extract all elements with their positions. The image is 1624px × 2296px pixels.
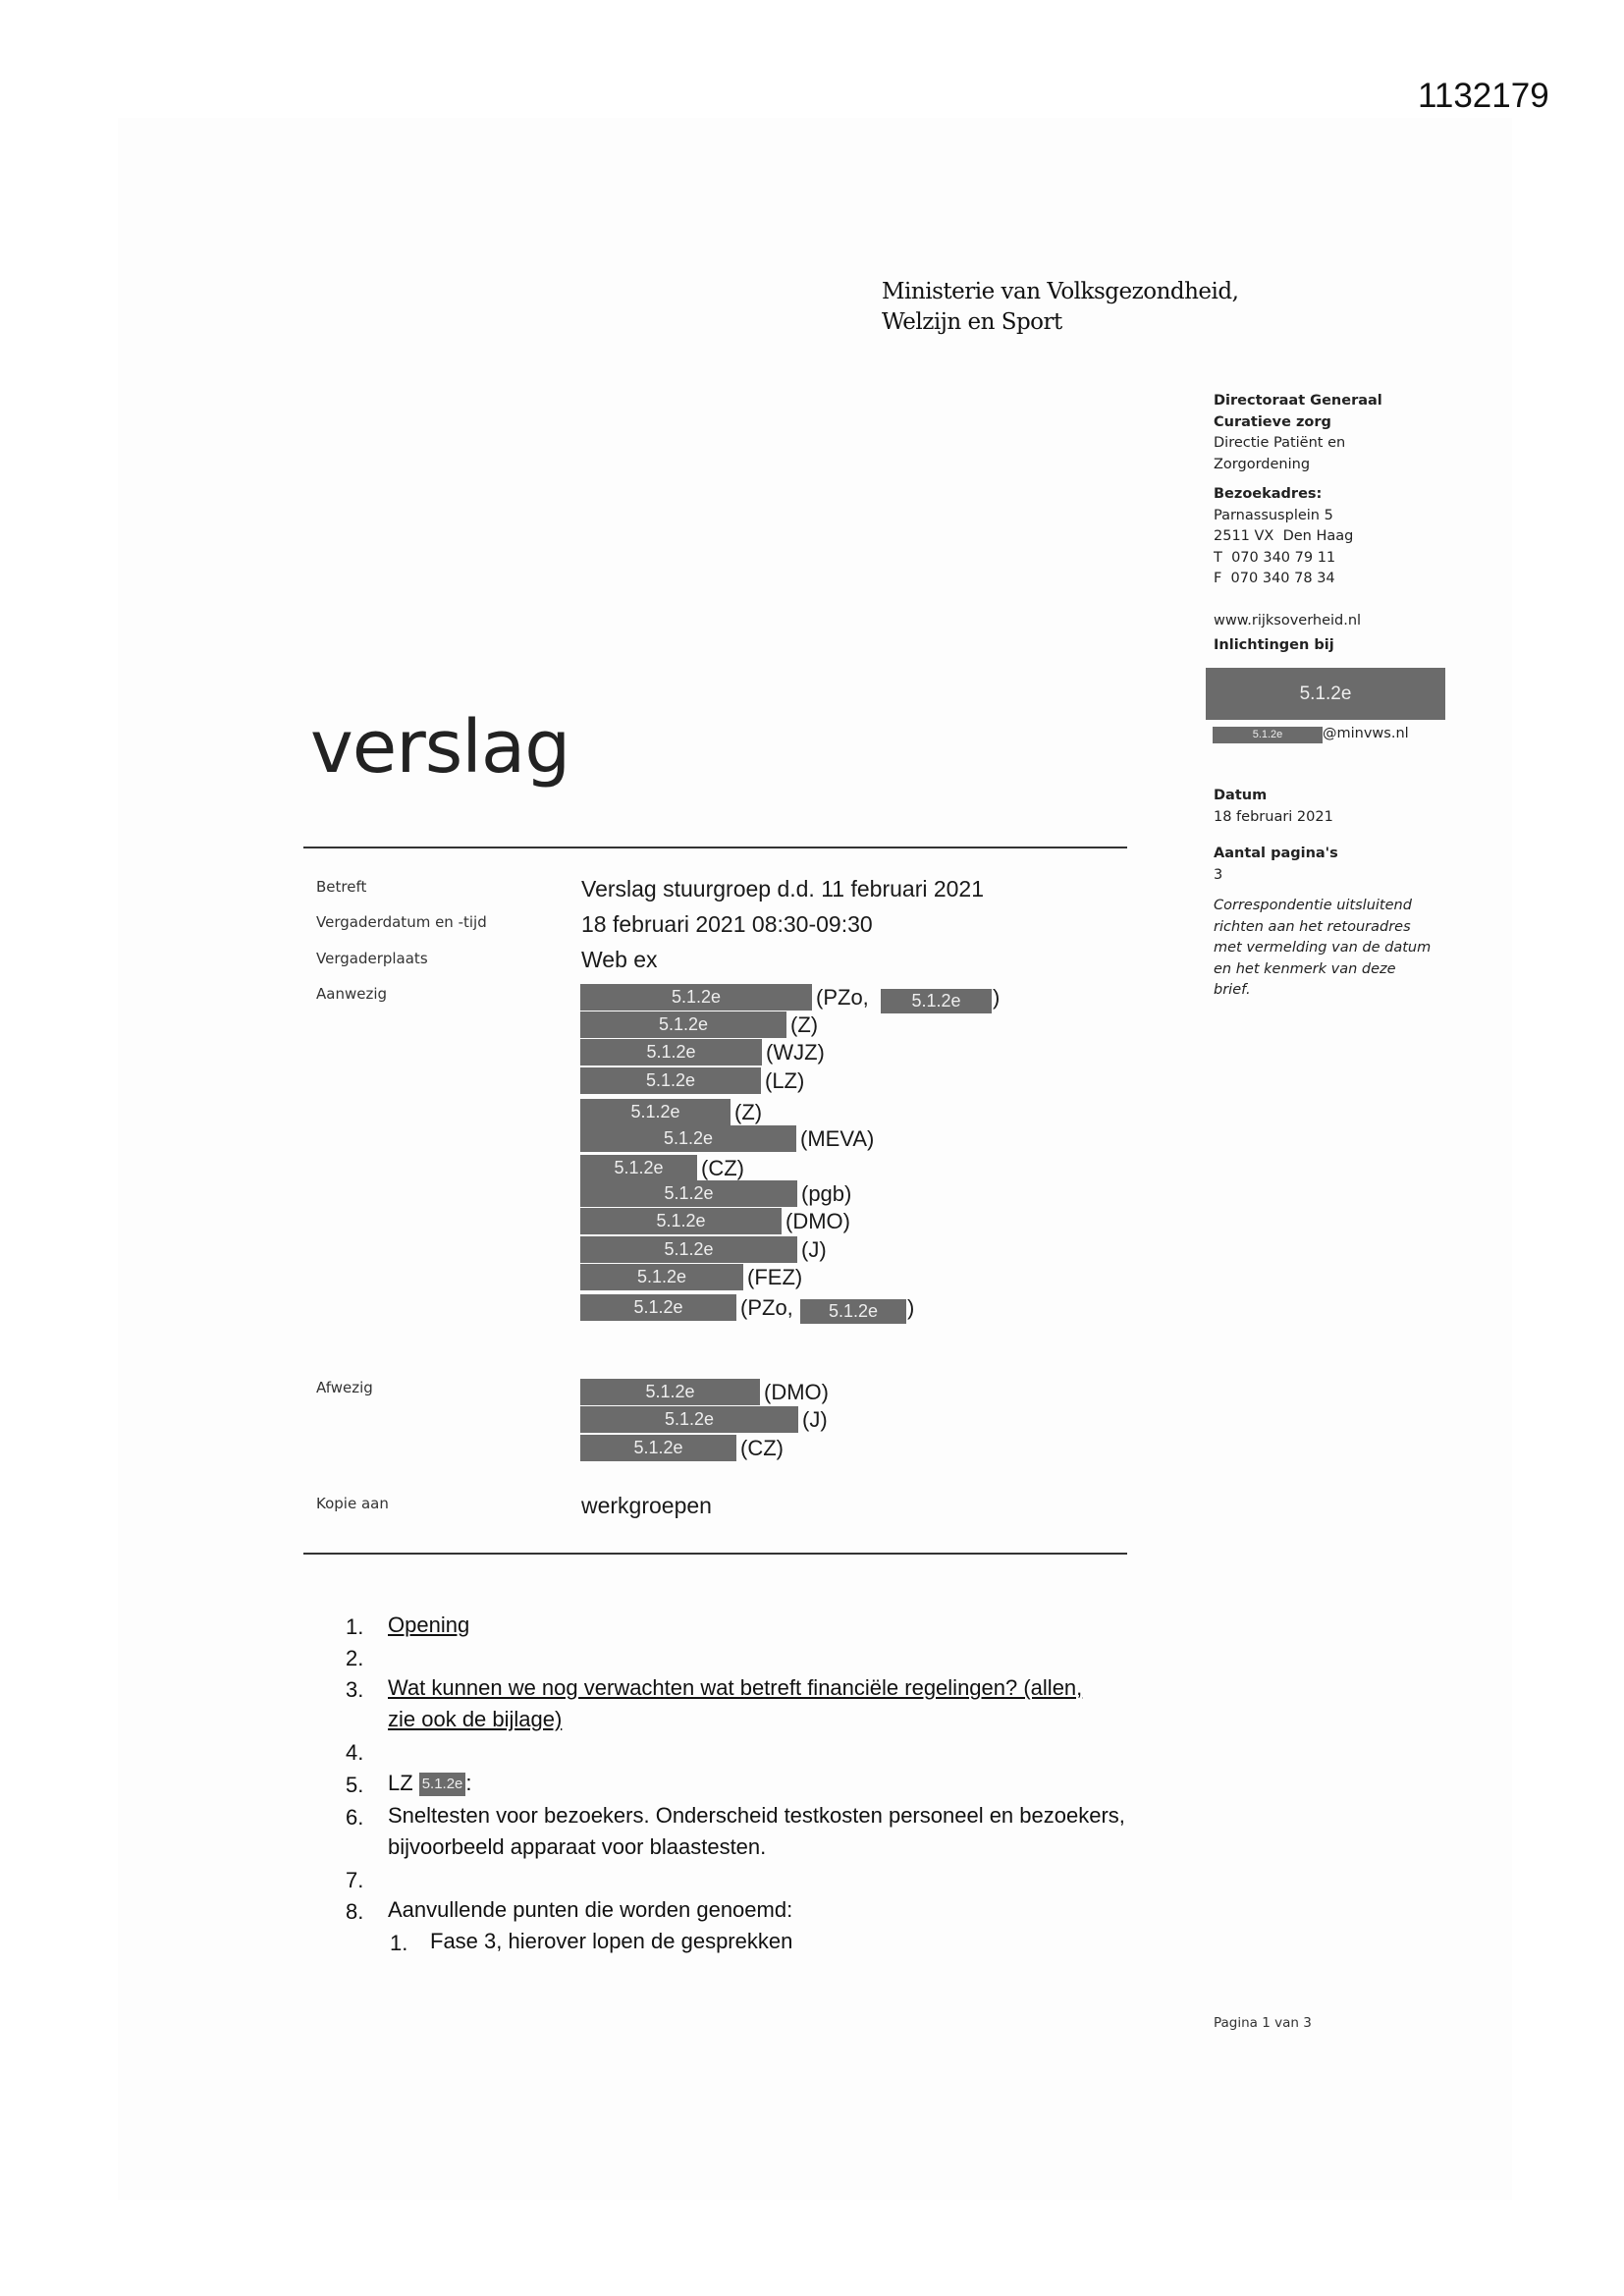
ministry-line1: Ministerie van Volksgezondheid,	[882, 279, 1239, 304]
redacted-name: 5.1.2e	[800, 1299, 906, 1324]
agenda-number: 6.	[346, 1805, 364, 1830]
aanwezig-department: (J)	[801, 1237, 827, 1262]
betreft-label: Betreft	[316, 878, 367, 896]
aanwezig-department: (pgb)	[801, 1181, 852, 1206]
aanwezig-label: Aanwezig	[316, 985, 388, 1003]
datum-value: 18 februari 2021 08:30-09:30	[581, 911, 873, 937]
redacted-name: 5.1.2e	[580, 984, 812, 1011]
note-line: Correspondentie uitsluitend	[1214, 898, 1412, 913]
redacted-name: 5.1.2e	[580, 1264, 743, 1290]
agenda-number: 8.	[346, 1899, 364, 1924]
website-link[interactable]: www.rijksoverheid.nl	[1214, 612, 1362, 629]
redacted-contact-name: 5.1.2e	[1206, 668, 1445, 720]
redacted-name: 5.1.2e	[580, 1125, 796, 1152]
agenda-number: 4.	[346, 1740, 364, 1765]
date-label: Datum	[1214, 788, 1268, 803]
ministry-logo-text	[882, 277, 1238, 338]
closing-paren: )	[993, 985, 1001, 1010]
note-line: richten aan het retouradres	[1214, 918, 1411, 935]
afwezig-department: (DMO)	[764, 1380, 829, 1404]
fax: F 070 340 78 34	[1214, 571, 1335, 586]
aanwezig-department: (PZo,	[740, 1295, 793, 1320]
dept-line1: Directoraat Generaal	[1214, 393, 1382, 409]
email-domain: @minvws.nl	[1323, 726, 1409, 741]
page-number: Pagina 1 van 3	[1214, 2015, 1312, 2031]
redacted-name: 5.1.2e	[580, 1155, 697, 1181]
aanwezig-department: (WJZ)	[766, 1040, 825, 1065]
ministry-line2: Welzijn en Sport	[882, 309, 1062, 335]
redacted-name: 5.1.2e	[580, 1099, 731, 1125]
agenda-number: 5.	[346, 1773, 364, 1797]
note-line: brief.	[1214, 982, 1251, 998]
plaats-value: Web ex	[581, 947, 658, 972]
aanwezig-department: (FEZ)	[747, 1265, 803, 1289]
visit-label: Bezoekadres:	[1214, 486, 1323, 502]
agenda-item: Fase 3, hierover lopen de gesprekken	[430, 1929, 793, 1953]
note-line: met vermelding van de datum	[1214, 940, 1432, 956]
redacted-name: 5.1.2e	[580, 1208, 782, 1234]
agenda-number: 3.	[346, 1677, 364, 1702]
dir-line2: Zorgordening	[1214, 456, 1311, 472]
divider-bottom	[303, 1553, 1127, 1555]
afwezig-department: (CZ)	[740, 1436, 784, 1460]
aanwezig-department: (MEVA)	[800, 1126, 875, 1151]
closing-paren: )	[907, 1295, 915, 1320]
date-block	[1214, 786, 1431, 1002]
divider-top	[303, 847, 1127, 848]
aanwezig-department: (CZ)	[701, 1156, 744, 1180]
phone: T 070 340 79 11	[1214, 549, 1336, 566]
redacted-name: 5.1.2e	[580, 1180, 797, 1207]
dir-line1: Directie Patiënt en	[1214, 435, 1346, 451]
agenda-number: 1.	[346, 1614, 364, 1639]
correspondence-note	[1214, 896, 1431, 1002]
agenda-item: Wat kunnen we nog verwachten wat betreft financiële regelingen? (allen, zie ook de bijlage)	[388, 1675, 1083, 1731]
aanwezig-department: (Z)	[734, 1100, 763, 1124]
agenda-item: Opening	[388, 1613, 470, 1637]
redacted-name: 5.1.2e	[580, 1236, 797, 1263]
agenda-item: Sneltesten voor bezoekers. Onderscheid testkosten personeel en bezoekers, bijvoorbeeld apparaat voor blaastesten.	[388, 1803, 1125, 1859]
sender-info	[1214, 391, 1382, 657]
redacted-name: 5.1.2e	[580, 1011, 786, 1038]
date-value: 18 februari 2021	[1214, 808, 1333, 825]
dept-line2: Curatieve zorg	[1214, 413, 1331, 430]
document-title: verslag	[310, 705, 570, 790]
redacted-name: 5.1.2e	[419, 1773, 466, 1796]
agenda-item: Aanvullende punten die worden genoemd:	[388, 1897, 793, 1922]
document-id: 1132179	[1418, 77, 1549, 115]
info-label: Inlichtingen bij	[1214, 637, 1334, 653]
aanwezig-department: (PZo,	[816, 985, 869, 1010]
note-line: en het kenmerk van deze	[1214, 960, 1396, 977]
redacted-name: 5.1.2e	[580, 1435, 736, 1461]
agenda-item: LZ 5.1.2e :	[388, 1771, 472, 1795]
redacted-name: 5.1.2e	[580, 1294, 736, 1321]
pages-label: Aantal pagina's	[1214, 846, 1338, 861]
afwezig-label: Afwezig	[316, 1379, 373, 1396]
redacted-name: 5.1.2e	[580, 1039, 762, 1066]
plaats-label: Vergaderplaats	[316, 950, 428, 967]
datum-label: Vergaderdatum en -tijd	[316, 913, 487, 931]
pages-value: 3	[1214, 866, 1223, 883]
betreft-value: Verslag stuurgroep d.d. 11 februari 2021	[581, 876, 985, 902]
redacted-name: 5.1.2e	[580, 1379, 760, 1405]
kopie-value: werkgroepen	[581, 1493, 712, 1518]
redacted-email-user: 5.1.2e	[1213, 727, 1323, 743]
aanwezig-department: (DMO)	[785, 1209, 850, 1233]
redacted-name: 5.1.2e	[580, 1406, 798, 1433]
address1: Parnassusplein 5	[1214, 507, 1333, 523]
aanwezig-department: (LZ)	[765, 1068, 805, 1093]
afwezig-department: (J)	[802, 1407, 828, 1432]
kopie-label: Kopie aan	[316, 1495, 389, 1512]
agenda-number: 7.	[346, 1868, 364, 1892]
redacted-name: 5.1.2e	[881, 989, 992, 1013]
agenda-number: 2.	[346, 1646, 364, 1670]
aanwezig-department: (Z)	[790, 1012, 819, 1037]
redacted-name: 5.1.2e	[580, 1067, 761, 1094]
agenda-number: 1.	[390, 1931, 408, 1955]
address2: 2511 VX Den Haag	[1214, 528, 1354, 544]
